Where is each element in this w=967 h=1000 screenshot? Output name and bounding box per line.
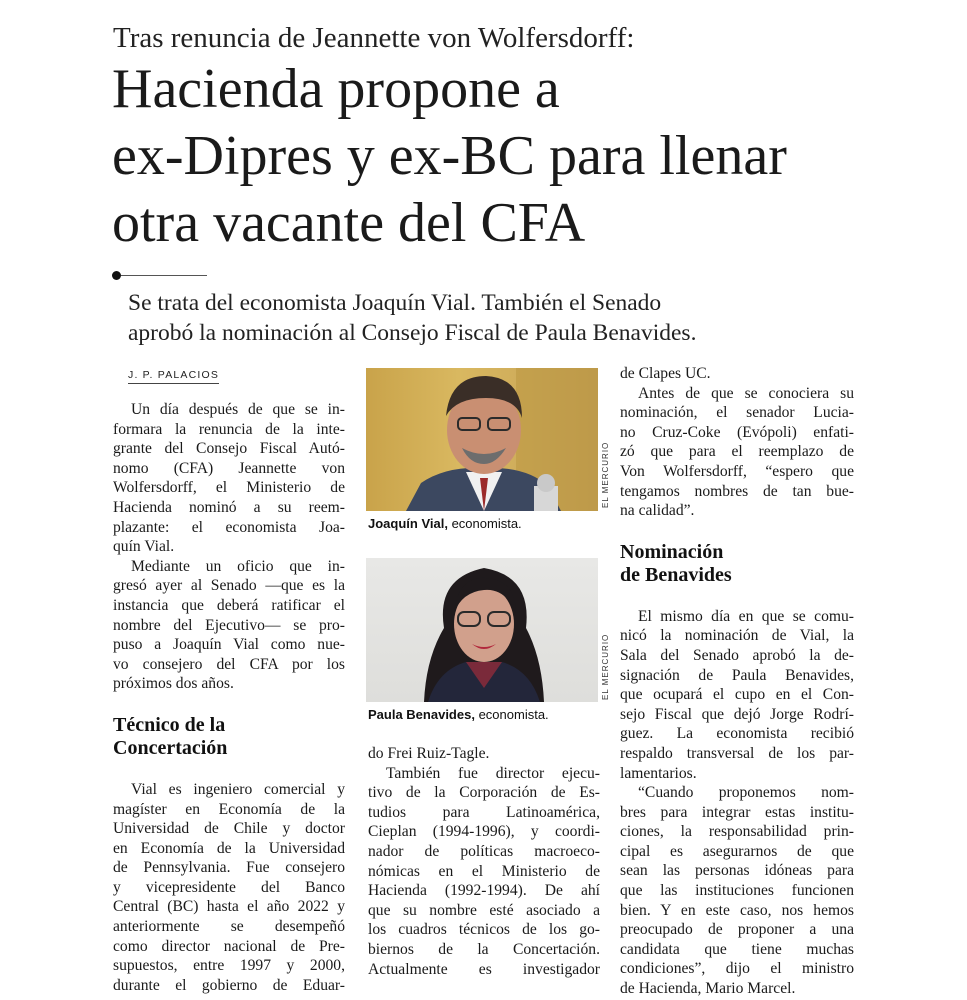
text-line: Actualmente es investigador	[368, 960, 600, 978]
column-2	[368, 744, 600, 979]
text-line: tengamos nombres de tan bue-	[620, 482, 854, 500]
text-line: supuestos, entre 1997 y 2000,	[113, 957, 345, 975]
subheadline-line: aprobó la nominación al Consejo Fiscal de Paula Benavides.	[128, 320, 697, 346]
column-1	[113, 400, 345, 995]
section-heading	[113, 714, 345, 760]
caption-role: economista.	[474, 707, 549, 722]
text-line: Sala del Senado aprobó la de-	[620, 646, 854, 664]
text-line: de Pennsylvania. Fue consejero	[113, 859, 345, 877]
text-line: Vial es ingeniero comercial y	[131, 780, 345, 798]
text-line: “Cuando proponemos nom-	[638, 784, 854, 802]
text-line: gresó ayer al Senado —que es la	[113, 577, 345, 595]
text-line: respaldo transversal de los par-	[620, 744, 854, 762]
text-line: Central (BC) hasta el año 2022 y	[113, 898, 345, 916]
headline-line: Hacienda propone a	[112, 58, 560, 120]
text-line: tivo de la Corporación de Es-	[368, 784, 600, 802]
text-line: Wolfersdorff, el Ministerio de	[113, 479, 345, 497]
text-line: preocupado de proponer a una	[620, 921, 854, 939]
headline-line: ex-Dipres y ex-BC para llenar	[112, 125, 787, 187]
text-line: Mediante un oficio que in-	[131, 557, 345, 575]
text-line: grante del Consejo Fiscal Autó-	[113, 440, 345, 458]
text-line: tudios para Latinoamérica,	[368, 803, 600, 821]
text-line: los cuadros técnicos de los go-	[368, 921, 600, 939]
text-line: nombre del Ejecutivo— se pro-	[113, 616, 345, 634]
text-line: como director nacional de Pre-	[113, 937, 345, 955]
text-line: signación de Paula Benavides,	[620, 666, 854, 684]
text-line: Von Wolfersdorff, “espero que	[620, 462, 854, 480]
section-heading	[620, 541, 854, 587]
headline	[112, 56, 872, 257]
text-line: nicó la nominación de Vial, la	[620, 627, 854, 645]
text-line: sean las personas idóneas para	[620, 862, 854, 880]
text-line: cipal es asegurarnos de que	[620, 842, 854, 860]
photo-paula-benavides	[366, 558, 598, 702]
text-line: plazante: el economista Joa-	[113, 518, 345, 536]
portrait-woman-icon	[366, 558, 598, 702]
text-line: bres para integrar estas institu-	[620, 803, 854, 821]
text-line: Cieplan (1994-1996), y coordi-	[368, 823, 600, 841]
text-line: que ocupará el cupo en el Con-	[620, 686, 854, 704]
text-line: de Hacienda, Mario Marcel.	[620, 980, 796, 998]
divider-line	[121, 275, 207, 276]
text-line: de Clapes UC.	[620, 365, 711, 382]
photo-credit: EL MERCURIO	[601, 633, 610, 700]
text-line: nomo (CFA) Jeannette von	[113, 459, 345, 477]
text-line: sejo Fiscal que dejó Jorge Rodrí-	[620, 705, 854, 723]
text-line: Hacienda (1992-1994). De ahí	[368, 882, 600, 900]
caption-name: Paula Benavides,	[368, 707, 475, 722]
text-line: condiciones”, dijo el ministro	[620, 960, 854, 978]
text-line: instancia que deberá ratificar el	[113, 596, 345, 614]
text-line: formara la renuncia de la inte-	[113, 420, 345, 438]
text-line: bien. Y en este caso, nos hemos	[620, 901, 854, 919]
photo-caption	[368, 516, 522, 531]
text-line: do Frei Ruiz-Tagle.	[368, 745, 490, 762]
photo-credit: EL MERCURIO	[601, 441, 610, 508]
text-line: quín Vial.	[113, 538, 175, 556]
divider-dot	[112, 271, 121, 280]
text-line: ciones, la responsabilidad prin-	[620, 823, 854, 841]
text-line: durante el gobierno de Eduar-	[113, 976, 345, 994]
text-line: candidata que tiene muchas	[620, 940, 854, 958]
text-line: anteriormente se desempeñó	[113, 918, 345, 936]
text-line: magíster en Economía de la	[113, 800, 345, 818]
text-line: y vicepresidente del Banco	[113, 878, 345, 896]
text-line: próximos dos años.	[113, 675, 234, 693]
section-heading-line: Nominación	[620, 540, 724, 563]
text-line: También fue director ejecu-	[386, 764, 600, 782]
text-line: puso a Joaquín Vial como nue-	[113, 636, 345, 654]
column-3	[620, 364, 854, 999]
text-line: biernos de la Concertación.	[368, 940, 600, 958]
subheadline	[128, 288, 848, 348]
photo-caption	[368, 707, 549, 722]
text-line: que las instituciones funcionen	[620, 882, 854, 900]
text-line: nador de políticas macroeco-	[368, 842, 600, 860]
text-line: guez. La economista recibió	[620, 725, 854, 743]
text-line: nómicas en el Ministerio de	[368, 862, 600, 880]
text-line: no Cruz-Coke (Evópoli) enfati-	[620, 423, 854, 441]
text-line: en Economía de la Universidad	[113, 839, 345, 857]
text-line: nominación, el senador Lucia-	[620, 404, 854, 422]
kicker: Tras renuncia de Jeannette von Wolfersdorff:	[113, 22, 635, 54]
headline-line: otra vacante del CFA	[112, 192, 586, 254]
subheadline-line: Se trata del economista Joaquín Vial. También el Senado	[128, 290, 662, 316]
text-line: Antes de que se conociera su	[638, 384, 854, 402]
section-heading-line: de Benavides	[620, 563, 732, 586]
text-line: El mismo día en que se comu-	[638, 607, 854, 625]
byline: J. P. PALACIOS	[128, 369, 219, 384]
text-line: zó que para el reemplazo de	[620, 443, 854, 461]
text-line: Universidad de Chile y doctor	[113, 820, 345, 838]
text-line: lamentarios.	[620, 764, 697, 782]
section-heading-line: Concertación	[113, 736, 228, 759]
text-line: Hacienda nominó a su reem-	[113, 498, 345, 516]
caption-name: Joaquín Vial,	[368, 516, 448, 531]
portrait-man-icon	[366, 368, 598, 511]
section-heading-line: Técnico de la	[113, 713, 226, 736]
text-line: que su nombre esté asociado a	[368, 901, 600, 919]
text-line: Un día después de que se in-	[131, 401, 345, 418]
text-line: na calidad”.	[620, 502, 695, 520]
text-line: vo consejero del CFA por los	[113, 655, 345, 673]
caption-role: economista.	[447, 516, 522, 531]
photo-joaquin-vial	[366, 368, 598, 511]
